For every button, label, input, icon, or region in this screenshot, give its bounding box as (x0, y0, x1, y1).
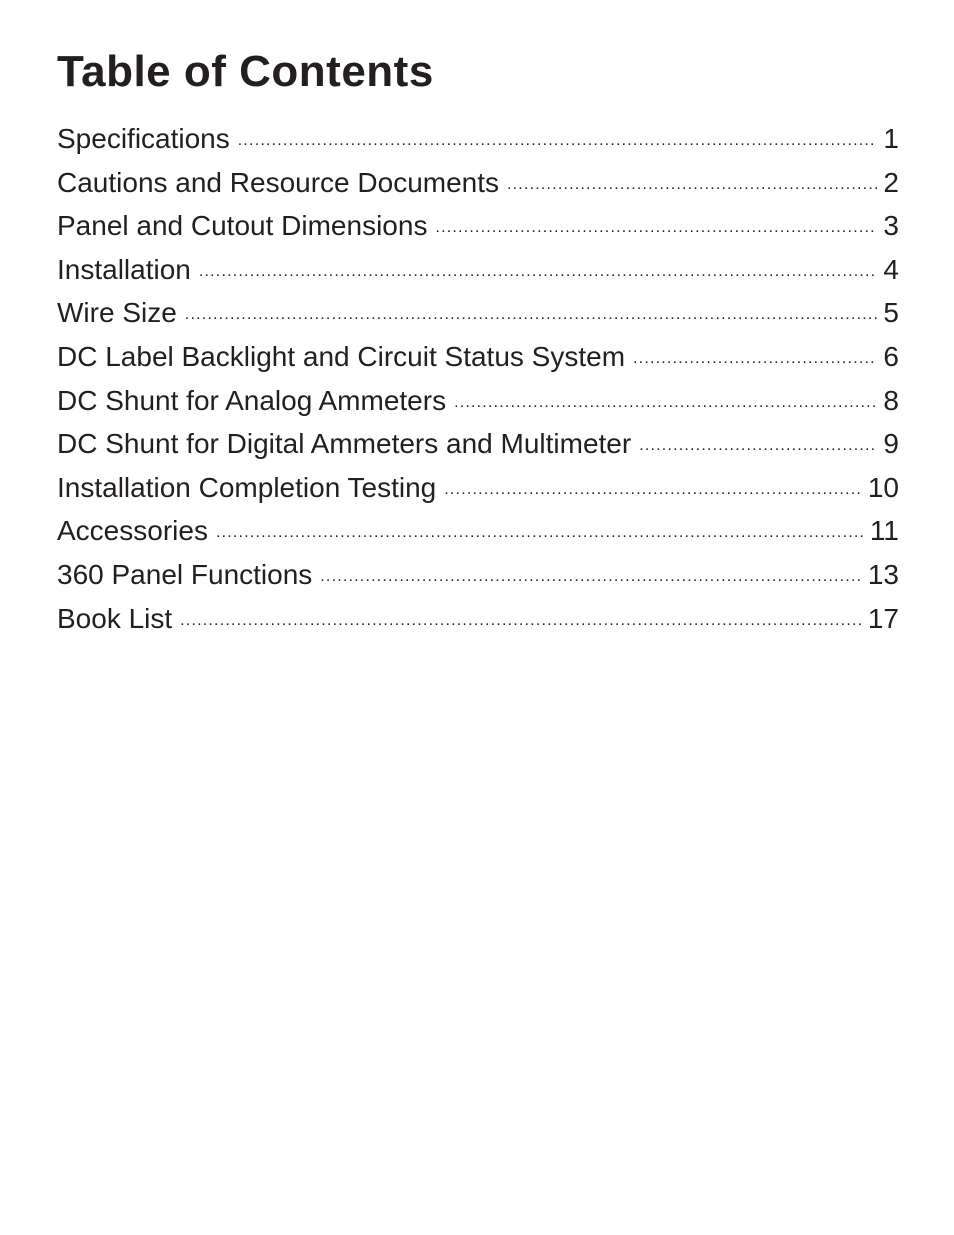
dot-leader (444, 468, 862, 512)
toc-entry-backlight-status[interactable] (57, 335, 899, 379)
toc-entry-360-panel-functions[interactable] (57, 553, 899, 597)
toc-entry-label: DC Shunt for Analog Ammeters (57, 384, 447, 416)
toc-entry-page-number: 4 (883, 253, 899, 285)
dot-leader (639, 424, 877, 468)
dot-leader (185, 293, 878, 337)
dot-leader (507, 163, 877, 207)
toc-entry-page-number: 5 (883, 297, 899, 329)
toc-entry-completion-testing[interactable] (57, 466, 899, 510)
toc-entry-label: Installation Completion Testing (57, 471, 437, 503)
toc-entry-page-number: 1 (883, 123, 899, 154)
toc-entry-label: 360 Panel Functions (57, 558, 313, 590)
toc-entry-page-number: 11 (869, 515, 899, 547)
dot-leader (435, 206, 877, 250)
toc-list (57, 117, 899, 640)
toc-entry-shunt-digital[interactable] (57, 422, 899, 466)
page-title: Table of Contents (57, 47, 434, 96)
toc-entry-label: Cautions and Resource Documents (57, 166, 500, 198)
toc-entry-label: Specifications (57, 123, 230, 154)
toc-entry-accessories[interactable] (57, 509, 899, 553)
toc-entry-page-number: 10 (867, 471, 899, 503)
toc-entry-label: Book List (57, 602, 173, 634)
toc-entry-shunt-analog[interactable] (57, 379, 899, 423)
toc-entry-page-number: 8 (883, 384, 899, 416)
toc-entry-installation[interactable] (57, 248, 899, 292)
dot-leader (238, 119, 878, 163)
dot-leader (454, 381, 877, 425)
toc-entry-book-list[interactable] (57, 597, 899, 641)
toc-entry-label: Wire Size (57, 297, 177, 329)
toc-entry-wire-size[interactable] (57, 291, 899, 335)
toc-entry-label: Accessories (57, 515, 208, 547)
toc-entry-page-number: 3 (883, 210, 899, 242)
toc-entry-page-number: 2 (883, 166, 899, 198)
dot-leader (199, 250, 878, 294)
toc-entry-label: DC Shunt for Digital Ammeters and Multimeter (57, 428, 632, 460)
toc-entry-page-number: 17 (867, 602, 899, 634)
dot-leader (633, 337, 877, 381)
toc-entry-label: Panel and Cutout Dimensions (57, 210, 428, 242)
table-of-contents-page (57, 42, 899, 640)
toc-entry-label: DC Label Backlight and Circuit Status System (57, 340, 626, 372)
toc-entry-label: Installation (57, 253, 191, 285)
dot-leader (180, 599, 862, 643)
toc-entry-specifications[interactable] (57, 117, 899, 161)
toc-entry-cautions[interactable] (57, 161, 899, 205)
toc-entry-page-number: 6 (883, 340, 899, 372)
dot-leader (216, 511, 864, 555)
toc-entry-panel-dimensions[interactable] (57, 204, 899, 248)
toc-entry-page-number: 13 (867, 558, 899, 590)
dot-leader (320, 555, 862, 599)
toc-entry-page-number: 9 (883, 428, 899, 460)
